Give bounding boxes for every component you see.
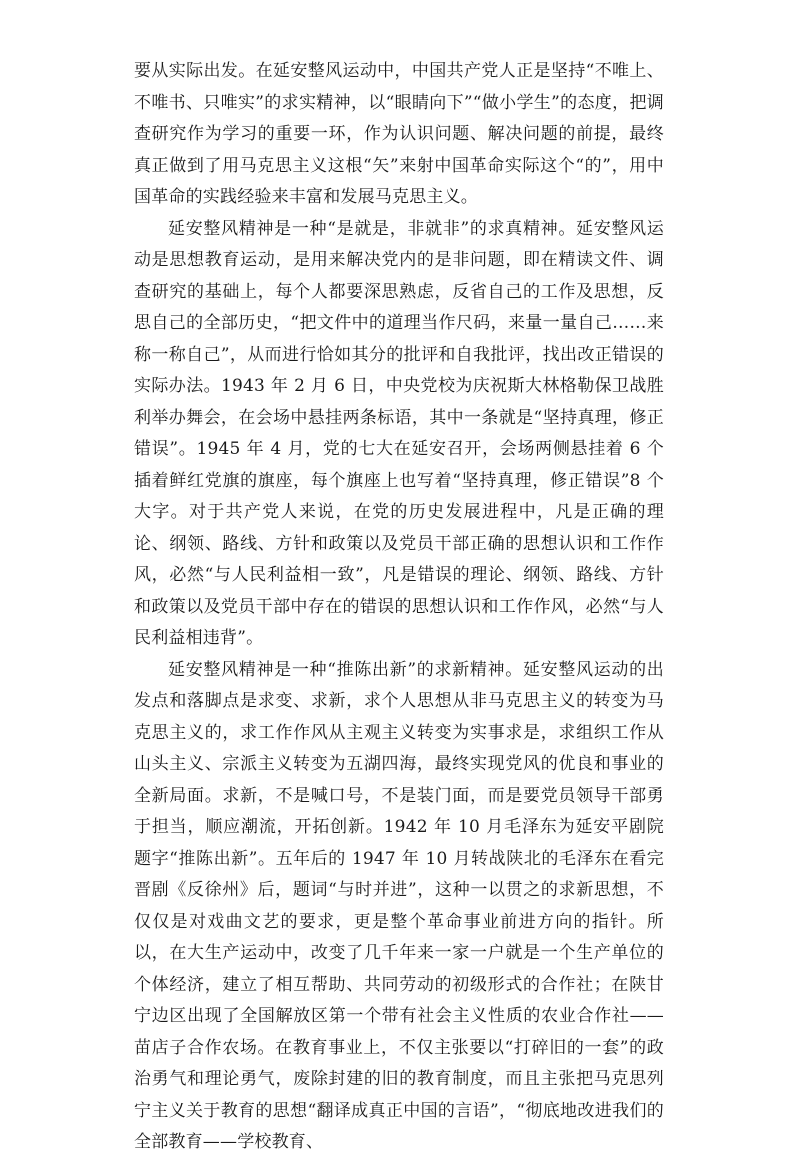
document-body xyxy=(134,56,664,1159)
paragraph-innovation-spirit: 延安整风精神是一种“推陈出新”的求新精神。延安整风运动的出发点和落脚点是求变、求新，求个人思想从非马克思主义的转变为马克思主义的，求工作作风从主观主义转变为实事求是，求组织工作从山头主义、宗派主义转变为五湖四海，最终实现党风的优良和事业的全新局面。求新，不是喊口号，不是装门面，而是要党员领导干部勇于担当，顺应潮流，开拓创新。1942 年 10 月毛泽东为延安平剧院题字“推陈出新”。五年后的 1947 年 10 月转战陕北的毛泽东在看完晋剧《反徐州》后，题词“与时并进”，这种一以贯之的求新思想，不仅仅是对戏曲文艺的要求，更是整个革命事业前进方向的指针。所以，在大生产运动中，改变了几千年来一家一户就是一个生产单位的个体经济，建立了相互帮助、共同劳动的初级形式的合作社；在陕甘宁边区出现了全国解放区第一个带有社会主义性质的农业合作社——苗店子合作农场。在教育事业上，不仅主张要以“打碎旧的一套”的政治勇气和理论勇气，废除封建的旧的教育制度，而且主张把马克思列宁主义关于教育的思想“翻译成真正中国的言语”，“彻底地改进我们的全部教育——学校教育、 xyxy=(134,659,664,1152)
paragraph-truth-seeking-spirit: 延安整风精神是一种“是就是，非就非”的求真精神。延安整风运动是思想教育运动，是用来解决党内的是非问题，即在精读文件、调查研究的基础上，每个人都要深思熟虑，反省自己的工作及思想，反思自己的全部历史，“把文件中的道理当作尺码，来量一量自己……来称一称自己”，从而进行恰如其分的批评和自我批评，找出改正错误的实际办法。1943 年 2 月 6 日，中央党校为庆祝斯大林格勒保卫战胜利举办舞会，在会场中悬挂两条标语，其中一条就是“坚持真理，修正错误”。1945 年 4 月，党的七大在延安召开，会场两侧悬挂着 6 个插着鲜红党旗的旗座，每个旗座上也写着“坚持真理，修正错误”8 个大字。对于共产党人来说，在党的历史发展进程中，凡是正确的理论、纲领、路线、方针和政策以及党员干部正确的思想认识和工作作风，必然“与人民利益相一致”，凡是错误的理论、纲领、路线、方针和政策以及党员干部中存在的错误的思想认识和工作作风，必然“与人民利益相违背”。 xyxy=(134,218,664,648)
paragraph-continuation: 要从实际出发。在延安整风运动中，中国共产党人正是坚持“不唯上、不唯书、只唯实”的求实精神，以“眼睛向下”“做小学生”的态度，把调查研究作为学习的重要一环，作为认识问题、解决问题的前提，最终真正做到了用马克思主义这根“矢”来射中国革命实际这个“的”，用中国革命的实践经验来丰富和发展马克思主义。 xyxy=(134,61,664,207)
